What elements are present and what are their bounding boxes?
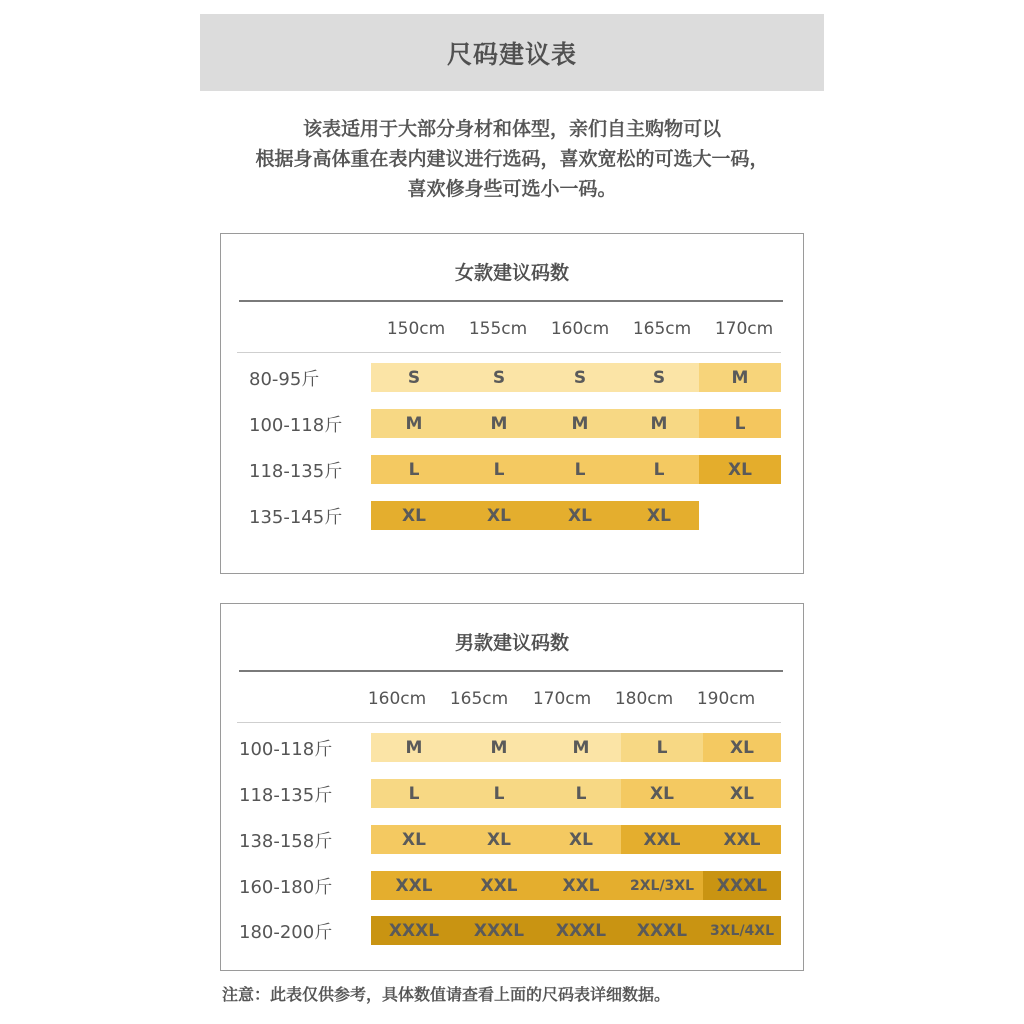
size-cell: 3XL/4XL (703, 916, 781, 945)
size-cell: XXL (541, 871, 621, 900)
size-cell: XL (457, 825, 541, 854)
men-size-table (220, 603, 804, 971)
intro-line: 该表适用于大部分身材和体型，亲们自主购物可以 (302, 118, 721, 140)
size-cell: L (457, 455, 541, 484)
size-cell: XL (541, 501, 619, 530)
size-cell: XXL (371, 871, 457, 900)
size-cell: M (619, 409, 699, 438)
title-divider (239, 670, 783, 672)
intro-line: 根据身高体重在表内建议进行选码，喜欢宽松的可选大一码， (255, 148, 769, 170)
height-header: 165cm (449, 689, 509, 709)
footnote: 注意：此表仅供参考，具体数值请查看上面的尺码表详细数据。 (222, 985, 671, 1004)
size-cell: S (619, 363, 699, 392)
size-cell: XXL (621, 825, 703, 854)
page-title: 尺码建议表 (446, 39, 577, 69)
size-cell: XL (621, 779, 703, 808)
size-cell: L (371, 455, 457, 484)
weight-label: 138-158斤 (239, 831, 333, 852)
size-cell: M (699, 363, 781, 392)
size-cell: M (541, 409, 619, 438)
size-cell: S (457, 363, 541, 392)
size-cell: L (371, 779, 457, 808)
size-cell: XXXL (457, 916, 541, 945)
weight-label: 118-135斤 (239, 785, 333, 806)
size-cell: M (541, 733, 621, 762)
height-header: 190cm (696, 689, 756, 709)
weight-label: 180-200斤 (239, 922, 333, 943)
intro-line: 喜欢修身些可选小一码。 (407, 178, 617, 200)
weight-label: 100-118斤 (249, 415, 343, 436)
size-cell: L (699, 409, 781, 438)
title-divider (239, 300, 783, 302)
size-cell: L (541, 455, 619, 484)
height-header: 155cm (468, 319, 528, 339)
size-cell: M (457, 409, 541, 438)
size-cell: XXXL (371, 916, 457, 945)
height-header: 160cm (550, 319, 610, 339)
weight-label: 80-95斤 (249, 369, 320, 390)
weight-label: 118-135斤 (249, 461, 343, 482)
height-header: 160cm (367, 689, 427, 709)
height-header: 180cm (614, 689, 674, 709)
size-cell: L (541, 779, 621, 808)
size-cell: XL (371, 501, 457, 530)
size-cell: XXL (457, 871, 541, 900)
header-divider (237, 352, 781, 353)
title-banner (200, 14, 824, 91)
size-cell: L (619, 455, 699, 484)
height-header: 150cm (386, 319, 446, 339)
intro-text (200, 114, 824, 204)
height-header: 170cm (532, 689, 592, 709)
women-table-title: 女款建议码数 (454, 262, 569, 284)
size-cell: M (457, 733, 541, 762)
men-table-title: 男款建议码数 (454, 632, 569, 654)
size-cell: XL (457, 501, 541, 530)
header-divider (237, 722, 781, 723)
size-cell: XXL (703, 825, 781, 854)
size-cell: S (371, 363, 457, 392)
size-cell: M (371, 409, 457, 438)
size-cell: L (457, 779, 541, 808)
size-cell: XL (699, 455, 781, 484)
size-cell: XXXL (703, 871, 781, 900)
size-cell: XL (703, 733, 781, 762)
women-size-table (220, 233, 804, 574)
height-header: 170cm (714, 319, 774, 339)
size-cell: XL (619, 501, 699, 530)
size-cell: XXXL (541, 916, 621, 945)
size-cell: L (621, 733, 703, 762)
size-cell: XL (371, 825, 457, 854)
weight-label: 135-145斤 (249, 507, 343, 528)
size-cell: XL (541, 825, 621, 854)
size-cell: XL (703, 779, 781, 808)
size-cell: S (541, 363, 619, 392)
size-cell: XXXL (621, 916, 703, 945)
weight-label: 160-180斤 (239, 877, 333, 898)
height-header: 165cm (632, 319, 692, 339)
weight-label: 100-118斤 (239, 739, 333, 760)
size-cell: M (371, 733, 457, 762)
size-cell: 2XL/3XL (621, 871, 703, 900)
